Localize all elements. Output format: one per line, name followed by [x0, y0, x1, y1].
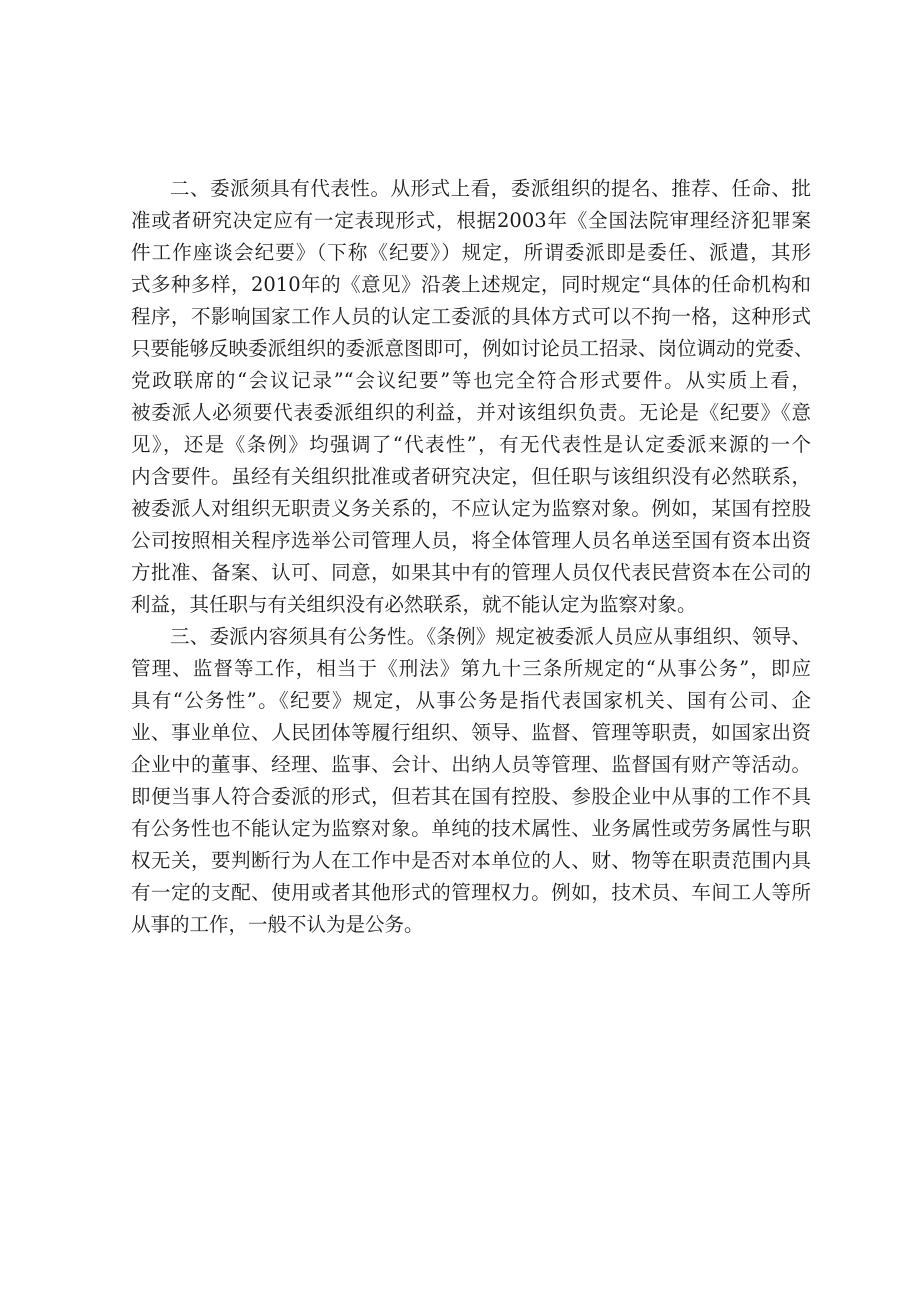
paragraph-line: 程序，不影响国家工作人员的认定工委派的具体方式可以不拘一格，这种形式: [131, 305, 811, 328]
paragraph-line: 具有“公务性”。《纪要》规定，从事公务是指代表国家机关、国有公司、企: [131, 689, 811, 712]
paragraph-line: 有一定的支配、使用或者其他形式的管理权力。例如，技术员、车间工人等所: [131, 881, 811, 904]
paragraph-line: 党政联席的“会议记录”“会议纪要”等也完全符合形式要件。从实质上看，: [131, 369, 811, 392]
paragraph-line: 方批准、备案、认可、同意，如果其中有的管理人员仅代表民营资本在公司的: [131, 561, 811, 584]
paragraph-line: 公司按照相关程序选举公司管理人员，将全体管理人员名单送至国有资本出资: [131, 529, 811, 552]
paragraph-line: 二、委派须具有代表性。从形式上看，委派组织的提名、推荐、任命、批: [170, 177, 811, 200]
paragraph-line: 管理、监督等工作，相当于《刑法》第九十三条所规定的“从事公务”，即应: [131, 657, 811, 680]
paragraph-line: 准或者研究决定应有一定表现形式，根据2003年《全国法院审理经济犯罪案: [131, 209, 811, 232]
paragraph-line: 权无关，要判断行为人在工作中是否对本单位的人、财、物等在职责范围内具: [131, 849, 811, 872]
paragraph-delegation-representativeness: [131, 173, 814, 621]
paragraph-line: 企业中的董事、经理、监事、会计、出纳人员等管理、监督国有财产等活动。: [131, 753, 811, 776]
paragraph-line: 被委派人必须要代表委派组织的利益，并对该组织负责。无论是《纪要》《意: [131, 401, 811, 424]
document-body: [131, 173, 814, 941]
paragraph-line: 利益，其任职与有关组织没有必然联系，就不能认定为监察对象。: [131, 593, 697, 616]
paragraph-line: 即便当事人符合委派的形式，但若其在国有控股、参股企业中从事的工作不具: [131, 785, 811, 808]
paragraph-line: 从事的工作，一般不认为是公务。: [131, 913, 424, 936]
paragraph-line: 件工作座谈会纪要》（下称《纪要》）规定，所谓委派即是委任、派遣，其形: [131, 241, 811, 264]
paragraph-line: 内含要件。虽经有关组织批准或者研究决定，但任职与该组织没有必然联系，: [131, 465, 811, 488]
paragraph-line: 只要能够反映委派组织的委派意图即可，例如讨论员工招录、岗位调动的党委、: [131, 337, 814, 360]
paragraph-line: 业、事业单位、人民团体等履行组织、领导、监督、管理等职责，如国家出资: [131, 721, 811, 744]
paragraph-line: 被委派人对组织无职责义务关系的，不应认定为监察对象。例如，某国有控股: [131, 497, 811, 520]
paragraph-line: 式多种多样，2010年的《意见》沿袭上述规定，同时规定“具体的任命机构和: [131, 273, 811, 296]
paragraph-line: 有公务性也不能认定为监察对象。单纯的技术属性、业务属性或劳务属性与职: [131, 817, 811, 840]
paragraph-delegation-public-duty: [131, 621, 811, 941]
paragraph-line: 见》，还是《条例》均强调了“代表性”，有无代表性是认定委派来源的一个: [131, 433, 811, 456]
paragraph-line: 三、委派内容须具有公务性。《条例》规定被委派人员应从事组织、领导、: [170, 625, 811, 648]
